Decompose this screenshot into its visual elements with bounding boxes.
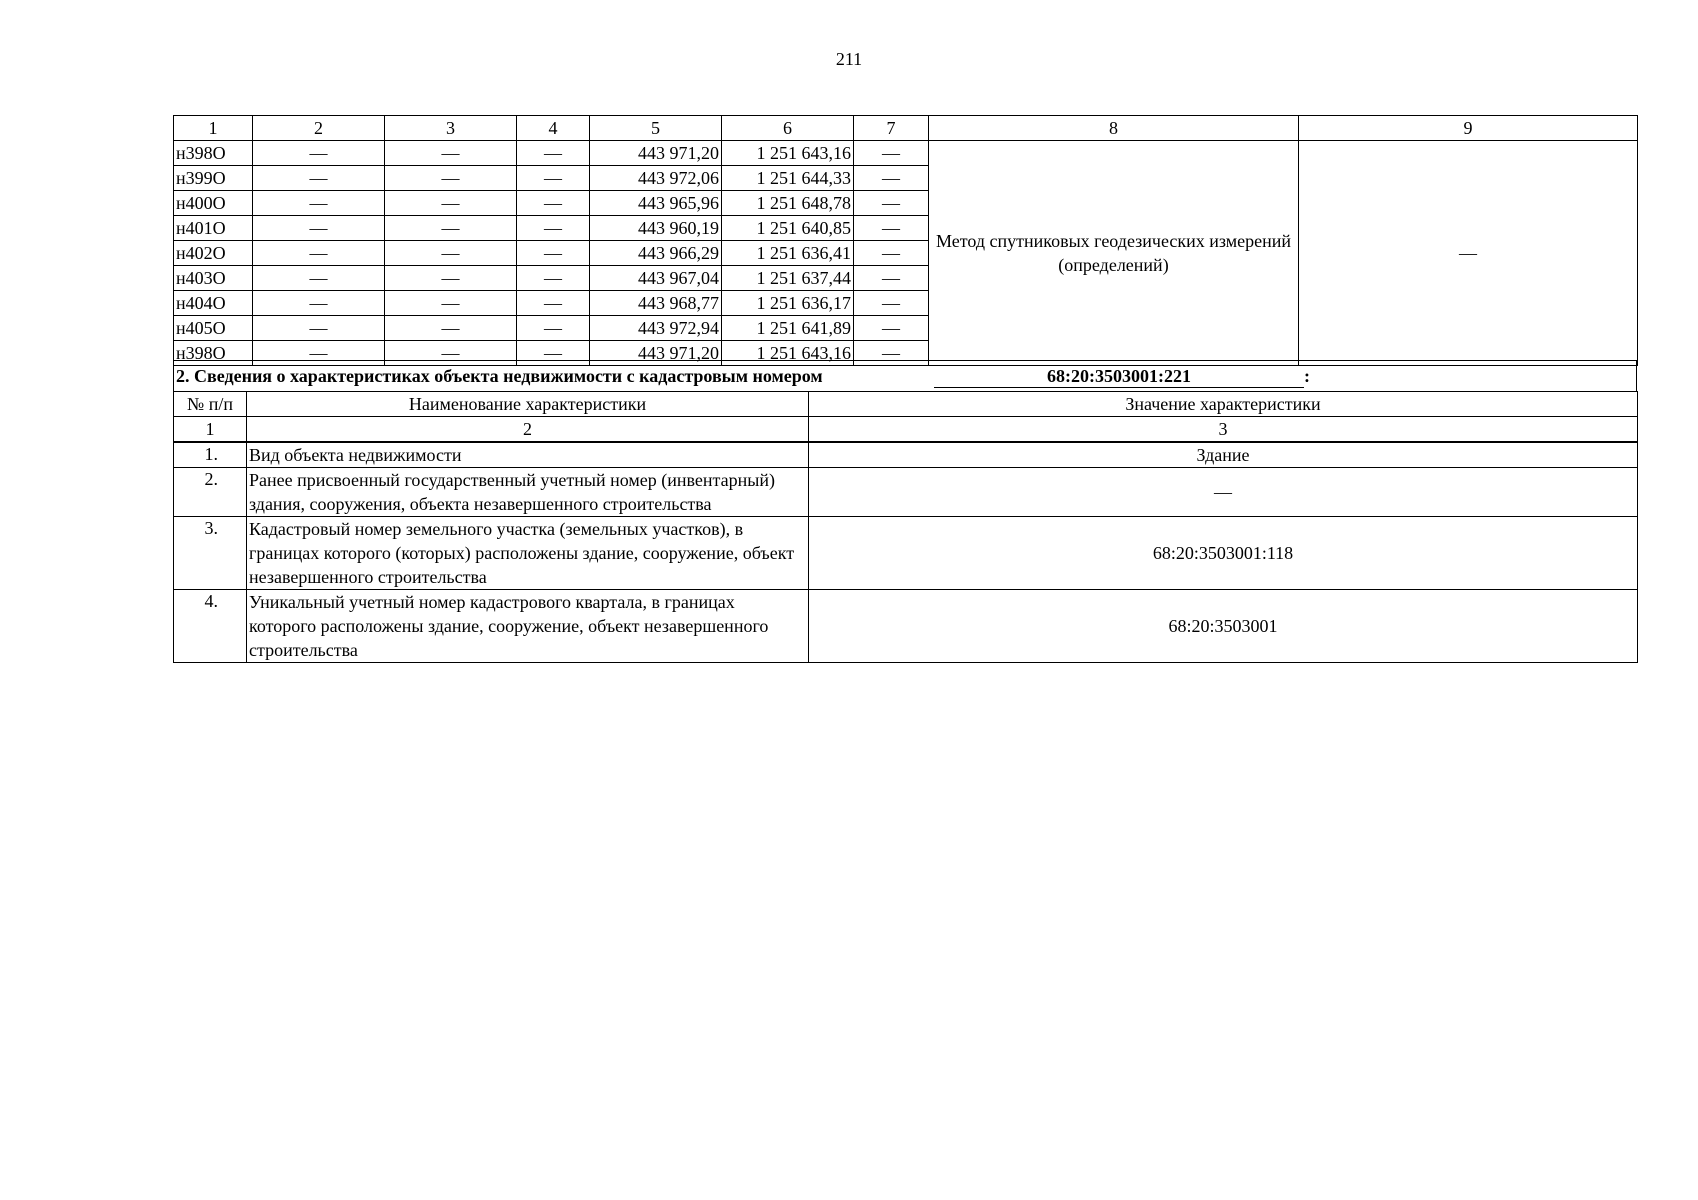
header-cell: 4: [517, 116, 590, 141]
table-cell: —: [517, 266, 590, 291]
characteristic-name: Вид объекта недвижимости: [247, 442, 809, 468]
header-cell: Наименование характеристики: [247, 392, 809, 417]
table-cell: —: [385, 241, 517, 266]
point-name: н403О: [174, 266, 253, 291]
characteristic-value: —: [809, 468, 1638, 517]
characteristic-value: 68:20:3503001:118: [809, 517, 1638, 590]
header-cell: № п/п: [174, 392, 247, 417]
coord-y: 1 251 644,33: [722, 166, 854, 191]
coord-x: 443 966,29: [590, 241, 722, 266]
coord-y: 1 251 643,16: [722, 141, 854, 166]
header-cell: 2: [253, 116, 385, 141]
table-cell: —: [854, 266, 929, 291]
table-row: [174, 141, 1638, 166]
coord-x: 443 972,94: [590, 316, 722, 341]
coord-x: 443 960,19: [590, 216, 722, 241]
header-cell: 1: [174, 116, 253, 141]
col9-cell: —: [1299, 141, 1638, 366]
table-cell: —: [854, 141, 929, 166]
table-cell: —: [517, 216, 590, 241]
table-cell: —: [854, 216, 929, 241]
characteristic-name: Ранее присвоенный государственный учетный номер (инвентарный) здания, сооружения, объекта незавершенного строительства: [247, 468, 809, 517]
coord-x: 443 971,20: [590, 341, 722, 366]
table-cell: —: [854, 316, 929, 341]
coord-y: 1 251 637,44: [722, 266, 854, 291]
coord-y: 1 251 643,16: [722, 341, 854, 366]
table-cell: —: [517, 291, 590, 316]
characteristic-value: 68:20:3503001: [809, 590, 1638, 663]
table-cell: —: [517, 191, 590, 216]
table-cell: —: [385, 316, 517, 341]
cadastral-number: 68:20:3503001:221: [934, 365, 1304, 388]
section-title-text: 2. Сведения о характеристиках объекта недвижимости с кадастровым номером: [176, 365, 823, 386]
coord-y: 1 251 636,41: [722, 241, 854, 266]
table-cell: —: [854, 241, 929, 266]
table-cell: —: [517, 141, 590, 166]
table-cell: —: [517, 316, 590, 341]
table-cell: —: [517, 166, 590, 191]
header-cell: 6: [722, 116, 854, 141]
header-cell: 3: [385, 116, 517, 141]
table-cell: —: [517, 241, 590, 266]
coord-y: 1 251 636,17: [722, 291, 854, 316]
table-cell: —: [854, 166, 929, 191]
coord-x: 443 967,04: [590, 266, 722, 291]
table-cell: —: [385, 266, 517, 291]
point-name: н404О: [174, 291, 253, 316]
table-cell: —: [253, 141, 385, 166]
row-number: 2.: [174, 468, 247, 517]
header-cell: Значение характеристики: [809, 392, 1638, 417]
point-name: н399О: [174, 166, 253, 191]
table-cell: —: [253, 191, 385, 216]
table-cell: —: [253, 341, 385, 366]
table-cell: —: [253, 291, 385, 316]
numbering-cell: 3: [809, 417, 1638, 443]
table-cell: —: [385, 141, 517, 166]
numbering-row: [174, 417, 1638, 443]
table-cell: —: [854, 341, 929, 366]
row-number: 4.: [174, 590, 247, 663]
header-cell: 5: [590, 116, 722, 141]
header-cell: 9: [1299, 116, 1638, 141]
row-number: 3.: [174, 517, 247, 590]
characteristics-table: [173, 391, 1638, 663]
header-cell: 7: [854, 116, 929, 141]
characteristic-value: Здание: [809, 442, 1638, 468]
table-row: [174, 517, 1638, 590]
table-cell: —: [253, 241, 385, 266]
table-row: [174, 590, 1638, 663]
section-suffix: :: [1304, 365, 1310, 386]
numbering-cell: 2: [247, 417, 809, 443]
coord-y: 1 251 640,85: [722, 216, 854, 241]
coord-x: 443 971,20: [590, 141, 722, 166]
point-name: н398О: [174, 341, 253, 366]
table-row: [174, 468, 1638, 517]
point-name: н398О: [174, 141, 253, 166]
coord-x: 443 965,96: [590, 191, 722, 216]
table-cell: —: [517, 341, 590, 366]
table-cell: —: [253, 266, 385, 291]
section-2-header: [173, 360, 1637, 391]
coord-x: 443 972,06: [590, 166, 722, 191]
table-row: [174, 442, 1638, 468]
table-cell: —: [854, 291, 929, 316]
table-cell: —: [854, 191, 929, 216]
table-cell: —: [385, 216, 517, 241]
coordinates-table: [173, 115, 1638, 366]
characteristic-name: Уникальный учетный номер кадастрового квартала, в границах которого расположены здание, сооружение, объект незавершенного строительства: [247, 590, 809, 663]
table-cell: —: [385, 191, 517, 216]
table-cell: —: [385, 291, 517, 316]
row-number: 1.: [174, 442, 247, 468]
method-cell: Метод спутниковых геодезических измерений (определений): [929, 141, 1299, 366]
characteristics-header-row: [174, 392, 1638, 417]
table-cell: —: [253, 166, 385, 191]
point-name: н402О: [174, 241, 253, 266]
table-cell: —: [385, 341, 517, 366]
table-cell: —: [385, 166, 517, 191]
numbering-cell: 1: [174, 417, 247, 443]
point-name: н405О: [174, 316, 253, 341]
coord-y: 1 251 648,78: [722, 191, 854, 216]
coord-y: 1 251 641,89: [722, 316, 854, 341]
point-name: н400О: [174, 191, 253, 216]
table-cell: —: [253, 216, 385, 241]
header-cell: 8: [929, 116, 1299, 141]
section-title: [174, 361, 1637, 392]
coordinates-header-row: [174, 116, 1638, 141]
characteristic-name: Кадастровый номер земельного участка (земельных участков), в границах которого (которых) расположены здание, сооружение, объект незавершенного строительства: [247, 517, 809, 590]
coord-x: 443 968,77: [590, 291, 722, 316]
table-cell: —: [253, 316, 385, 341]
point-name: н401О: [174, 216, 253, 241]
page-number: 211: [835, 49, 863, 69]
